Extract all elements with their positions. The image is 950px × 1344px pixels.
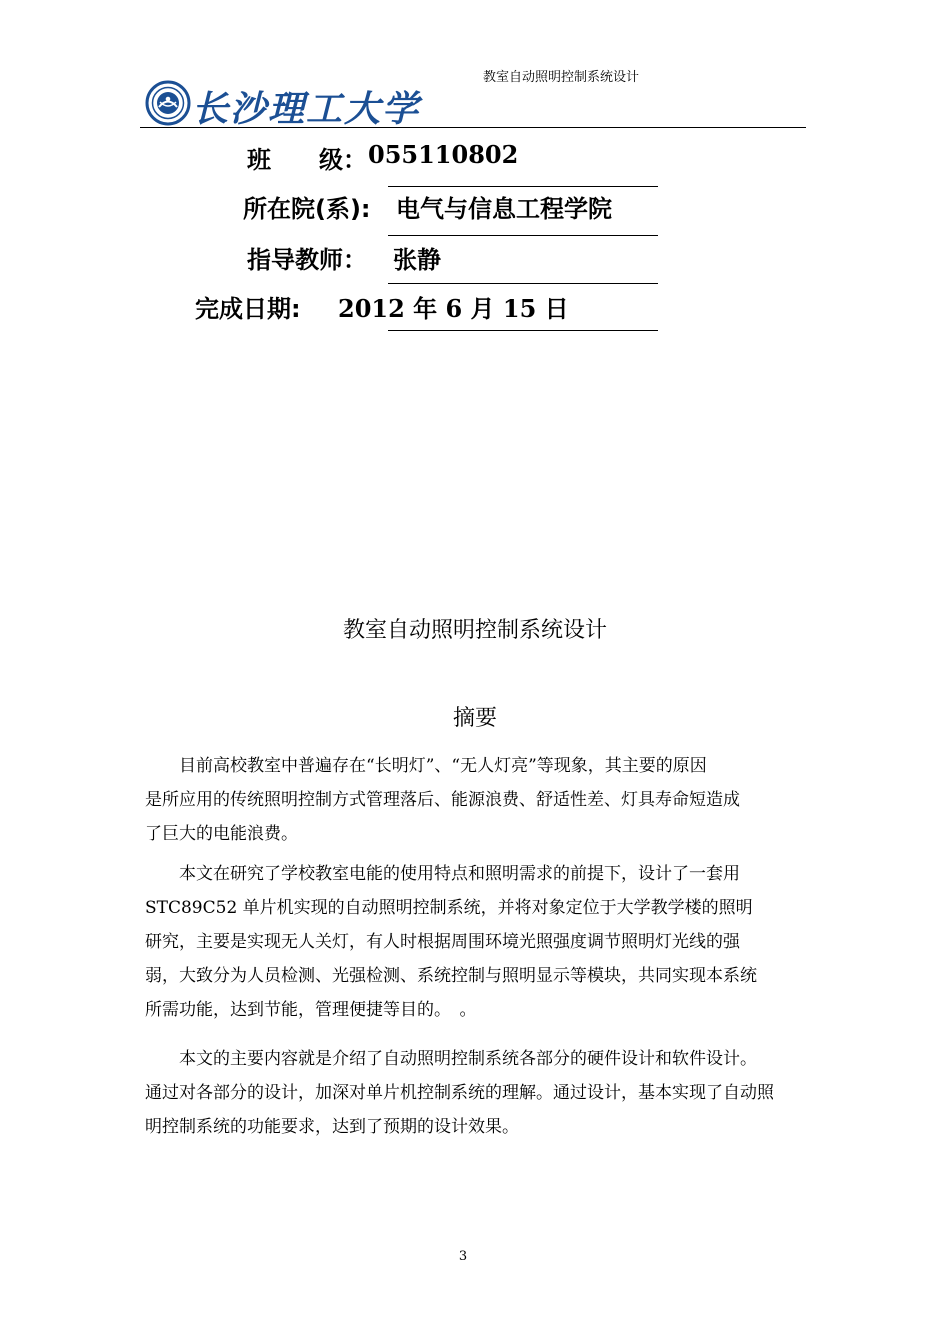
advisor-underline xyxy=(388,283,658,284)
class-value: 055110802 xyxy=(368,140,519,169)
date-value: 2012 年 6 月 15 日 xyxy=(338,294,569,323)
class-label: 班 级： xyxy=(247,146,367,174)
paragraph-line: 研究，主要是实现无人关灯，有人时根据周围环境光照强度调节照明灯光线的强 xyxy=(145,932,740,952)
date-underline xyxy=(388,330,658,331)
paragraph-line: 目前高校教室中普遍存在“长明灯”、“无人灯亮”等现象，其主要的原因 xyxy=(145,756,707,776)
abstract-paragraph-1 xyxy=(145,749,740,851)
paragraph-line: 弱，大致分为人员检测、光强检测、系统控制与照明显示等模块，共同实现本系统 xyxy=(145,966,757,986)
running-header-title: 教室自动照明控制系统设计 xyxy=(483,70,640,85)
header-divider xyxy=(140,127,806,128)
paragraph-line: STC89C52 单片机实现的自动照明控制系统，并将对象定位于大学教学楼的照明 xyxy=(145,898,753,918)
page-number: 3 xyxy=(458,1249,468,1264)
paragraph-line: 所需功能，达到节能，管理便捷等目的。 。 xyxy=(145,1000,477,1020)
college-label: 所在院(系): xyxy=(243,195,371,223)
advisor-value: 张静 xyxy=(393,246,441,274)
paragraph-line: 通过对各部分的设计，加深对单片机控制系统的理解。通过设计，基本实现了自动照 xyxy=(145,1083,774,1103)
paragraph-line: 明控制系统的功能要求，达到了预期的设计效果。 xyxy=(145,1117,519,1137)
document-title: 教室自动照明控制系统设计 xyxy=(342,618,607,643)
date-label: 完成日期: xyxy=(195,295,301,323)
college-value: 电气与信息工程学院 xyxy=(396,195,612,223)
paragraph-line: 本文的主要内容就是介绍了自动照明控制系统各部分的硬件设计和软件设计。 xyxy=(145,1049,757,1069)
paragraph-line: 了巨大的电能浪费。 xyxy=(145,824,298,844)
university-logo-text: 长沙理工大学 xyxy=(192,88,421,130)
advisor-label: 指导教师： xyxy=(247,246,367,274)
class-underline xyxy=(388,186,658,187)
abstract-paragraph-3 xyxy=(145,1042,774,1144)
university-seal-icon xyxy=(145,80,191,126)
abstract-paragraph-2 xyxy=(145,857,757,1027)
paragraph-line: 本文在研究了学校教室电能的使用特点和照明需求的前提下，设计了一套用 xyxy=(145,864,740,884)
abstract-heading: 摘要 xyxy=(452,706,497,731)
paragraph-line: 是所应用的传统照明控制方式管理落后、能源浪费、舒适性差、灯具寿命短造成 xyxy=(145,790,740,810)
college-underline xyxy=(388,235,658,236)
